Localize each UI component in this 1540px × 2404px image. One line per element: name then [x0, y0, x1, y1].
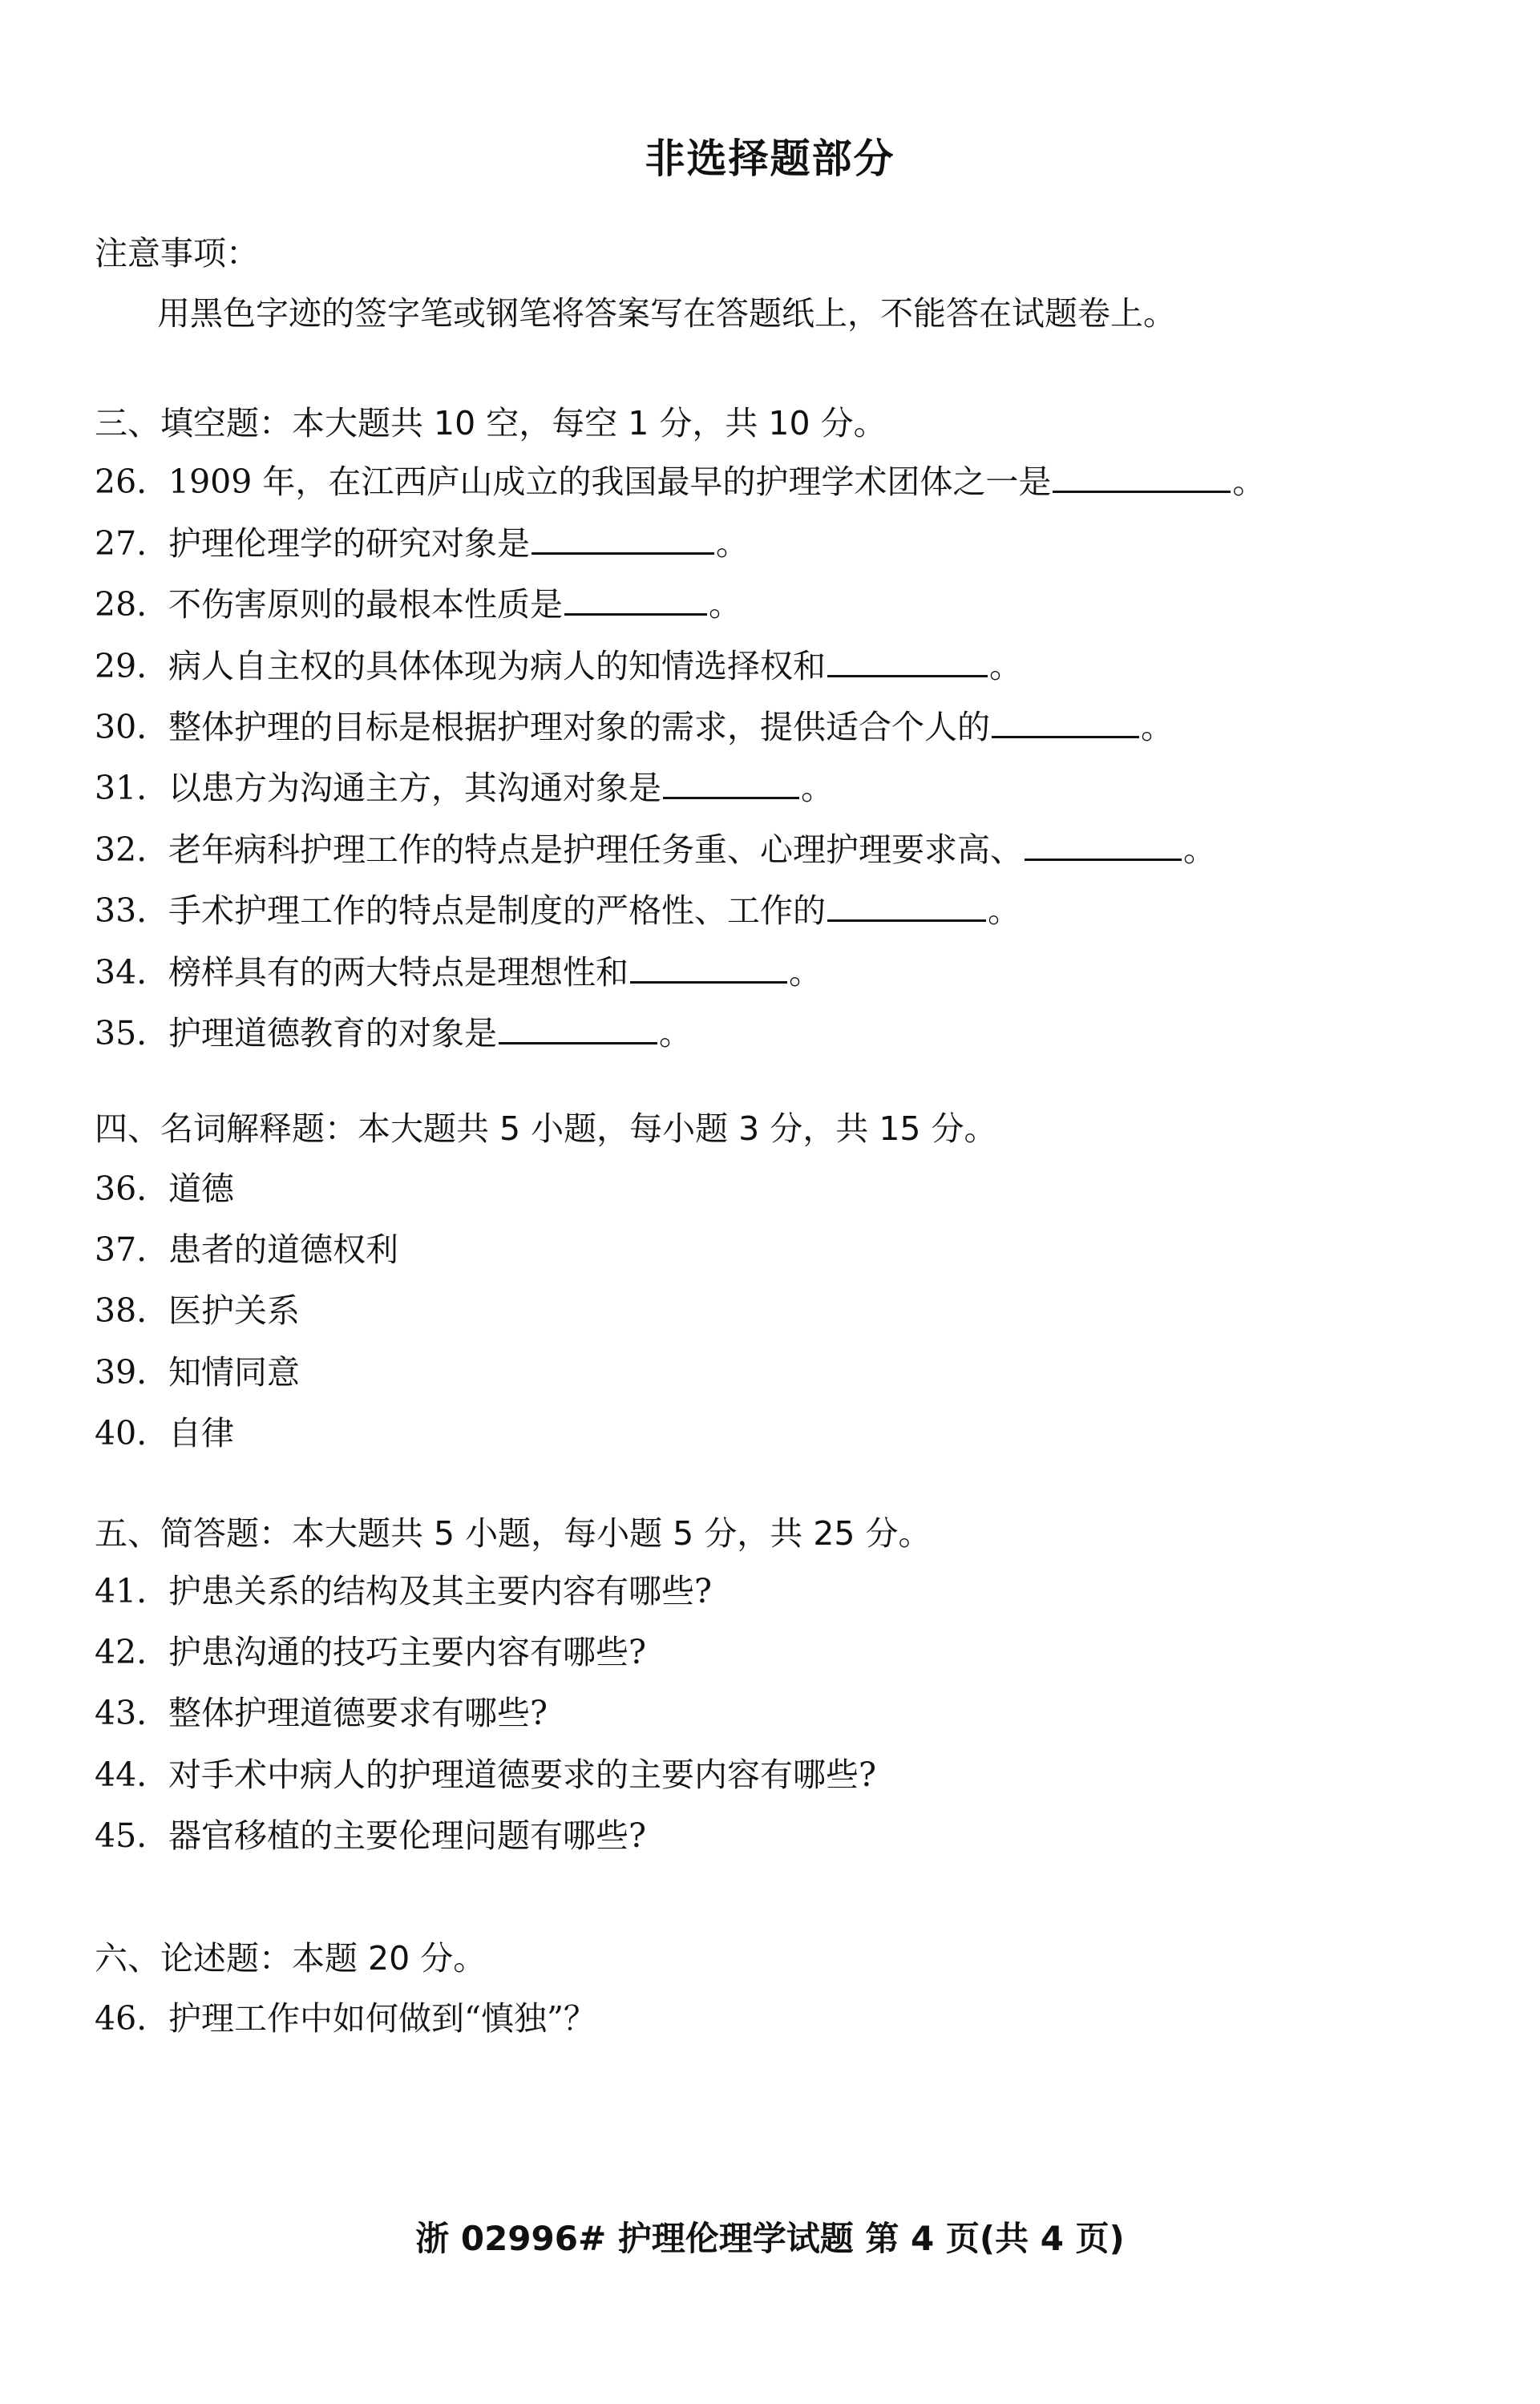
question-end: 。 [989, 647, 1022, 685]
question-end: 。 [659, 1014, 692, 1053]
question-end: 。 [801, 769, 834, 807]
question-text: 护理伦理学的研究对象是 [168, 524, 530, 563]
answer-blank[interactable] [1053, 463, 1231, 493]
question-text: 知情同意 [168, 1353, 300, 1392]
question-text: 1909 年，在江西庐山成立的我国最早的护理学术团体之一是 [168, 463, 1052, 501]
question-number: 39. [95, 1353, 148, 1392]
question-42 [95, 1626, 646, 1673]
question-text: 护患沟通的技巧主要内容有哪些? [168, 1633, 646, 1671]
question-number: 29. [95, 647, 148, 685]
question-35 [95, 1007, 692, 1054]
answer-blank[interactable] [663, 770, 799, 799]
answer-blank[interactable] [992, 709, 1139, 738]
question-number: 37. [95, 1230, 148, 1269]
answer-blank[interactable] [827, 892, 986, 922]
question-28 [95, 578, 742, 625]
question-end: 。 [1141, 708, 1174, 746]
question-text: 自律 [168, 1414, 234, 1453]
question-32 [95, 823, 1216, 871]
question-number: 46. [95, 1999, 148, 2038]
question-end: 。 [1183, 830, 1216, 869]
question-number: 40. [95, 1414, 148, 1453]
question-34 [95, 946, 822, 993]
answer-blank[interactable] [630, 954, 787, 984]
question-40 [95, 1407, 234, 1454]
question-38 [95, 1284, 300, 1331]
question-text: 整体护理的目标是根据护理对象的需求，提供适合个人的 [168, 708, 990, 746]
question-end: 。 [789, 953, 822, 992]
question-text: 榜样具有的两大特点是理想性和 [168, 953, 629, 992]
page-footer: 浙 02996# 护理伦理学试题 第 4 页(共 4 页) [415, 2219, 1125, 2258]
question-41 [95, 1565, 712, 1612]
question-33 [95, 884, 1021, 931]
question-43 [95, 1687, 548, 1734]
answer-blank[interactable] [827, 648, 988, 677]
page-title: 非选择题部分 [645, 135, 895, 182]
question-text: 手术护理工作的特点是制度的严格性、工作的 [168, 891, 826, 930]
section-6-heading: 六、论述题：本题 20 分。 [95, 1939, 487, 1978]
question-number: 36. [95, 1170, 148, 1208]
question-number: 43. [95, 1694, 148, 1732]
question-text: 护理工作中如何做到“慎独”？ [168, 1999, 596, 2038]
question-26 [95, 455, 1265, 503]
question-number: 26. [95, 463, 148, 501]
question-27 [95, 517, 749, 564]
answer-blank[interactable] [1025, 831, 1182, 861]
question-text: 护患关系的结构及其主要内容有哪些? [168, 1572, 712, 1610]
question-29 [95, 640, 1022, 687]
question-number: 44. [95, 1756, 148, 1794]
question-39 [95, 1346, 300, 1393]
section-4-heading: 四、名词解释题：本大题共 5 小题，每小题 3 分，共 15 分。 [95, 1109, 997, 1148]
question-36 [95, 1162, 234, 1210]
notice-text: 用黑色字迹的签字笔或钢笔将答案写在答题纸上，不能答在试题卷上。 [157, 294, 1176, 333]
answer-blank[interactable] [499, 1015, 657, 1044]
question-text: 道德 [168, 1170, 234, 1208]
question-text: 以患方为沟通主方，其沟通对象是 [168, 769, 661, 807]
question-text: 病人自主权的具体体现为病人的知情选择权和 [168, 647, 826, 685]
question-number: 42. [95, 1633, 148, 1671]
question-number: 33. [95, 891, 148, 930]
question-37 [95, 1223, 398, 1271]
question-text: 医护关系 [168, 1291, 300, 1330]
question-number: 34. [95, 953, 148, 992]
question-text: 器官移植的主要伦理问题有哪些? [168, 1816, 646, 1855]
question-text: 整体护理道德要求有哪些? [168, 1694, 548, 1732]
question-end: 。 [1232, 463, 1266, 501]
question-number: 41. [95, 1572, 148, 1610]
question-44 [95, 1748, 876, 1796]
question-30 [95, 701, 1174, 748]
question-number: 28. [95, 585, 148, 624]
question-number: 35. [95, 1014, 148, 1053]
question-46 [95, 1992, 596, 2039]
question-number: 27. [95, 524, 148, 563]
answer-blank[interactable] [564, 586, 707, 616]
question-number: 32. [95, 830, 148, 869]
question-number: 30. [95, 708, 148, 746]
question-end: 。 [988, 891, 1021, 930]
question-end: 。 [709, 585, 742, 624]
question-text: 患者的道德权利 [168, 1230, 398, 1269]
answer-blank[interactable] [532, 525, 714, 555]
question-number: 38. [95, 1291, 148, 1330]
section-5-heading: 五、简答题：本大题共 5 小题，每小题 5 分，共 25 分。 [95, 1514, 932, 1553]
question-number: 45. [95, 1816, 148, 1855]
question-31 [95, 762, 834, 809]
section-3-heading: 三、填空题：本大题共 10 空，每空 1 分，共 10 分。 [95, 404, 887, 442]
question-number: 31. [95, 769, 148, 807]
question-text: 不伤害原则的最根本性质是 [168, 585, 563, 624]
question-text: 护理道德教育的对象是 [168, 1014, 497, 1053]
notice-label: 注意事项： [95, 234, 259, 273]
question-text: 对手术中病人的护理道德要求的主要内容有哪些? [168, 1756, 876, 1794]
question-45 [95, 1809, 646, 1857]
question-text: 老年病科护理工作的特点是护理任务重、心理护理要求高、 [168, 830, 1023, 869]
question-end: 。 [716, 524, 749, 563]
